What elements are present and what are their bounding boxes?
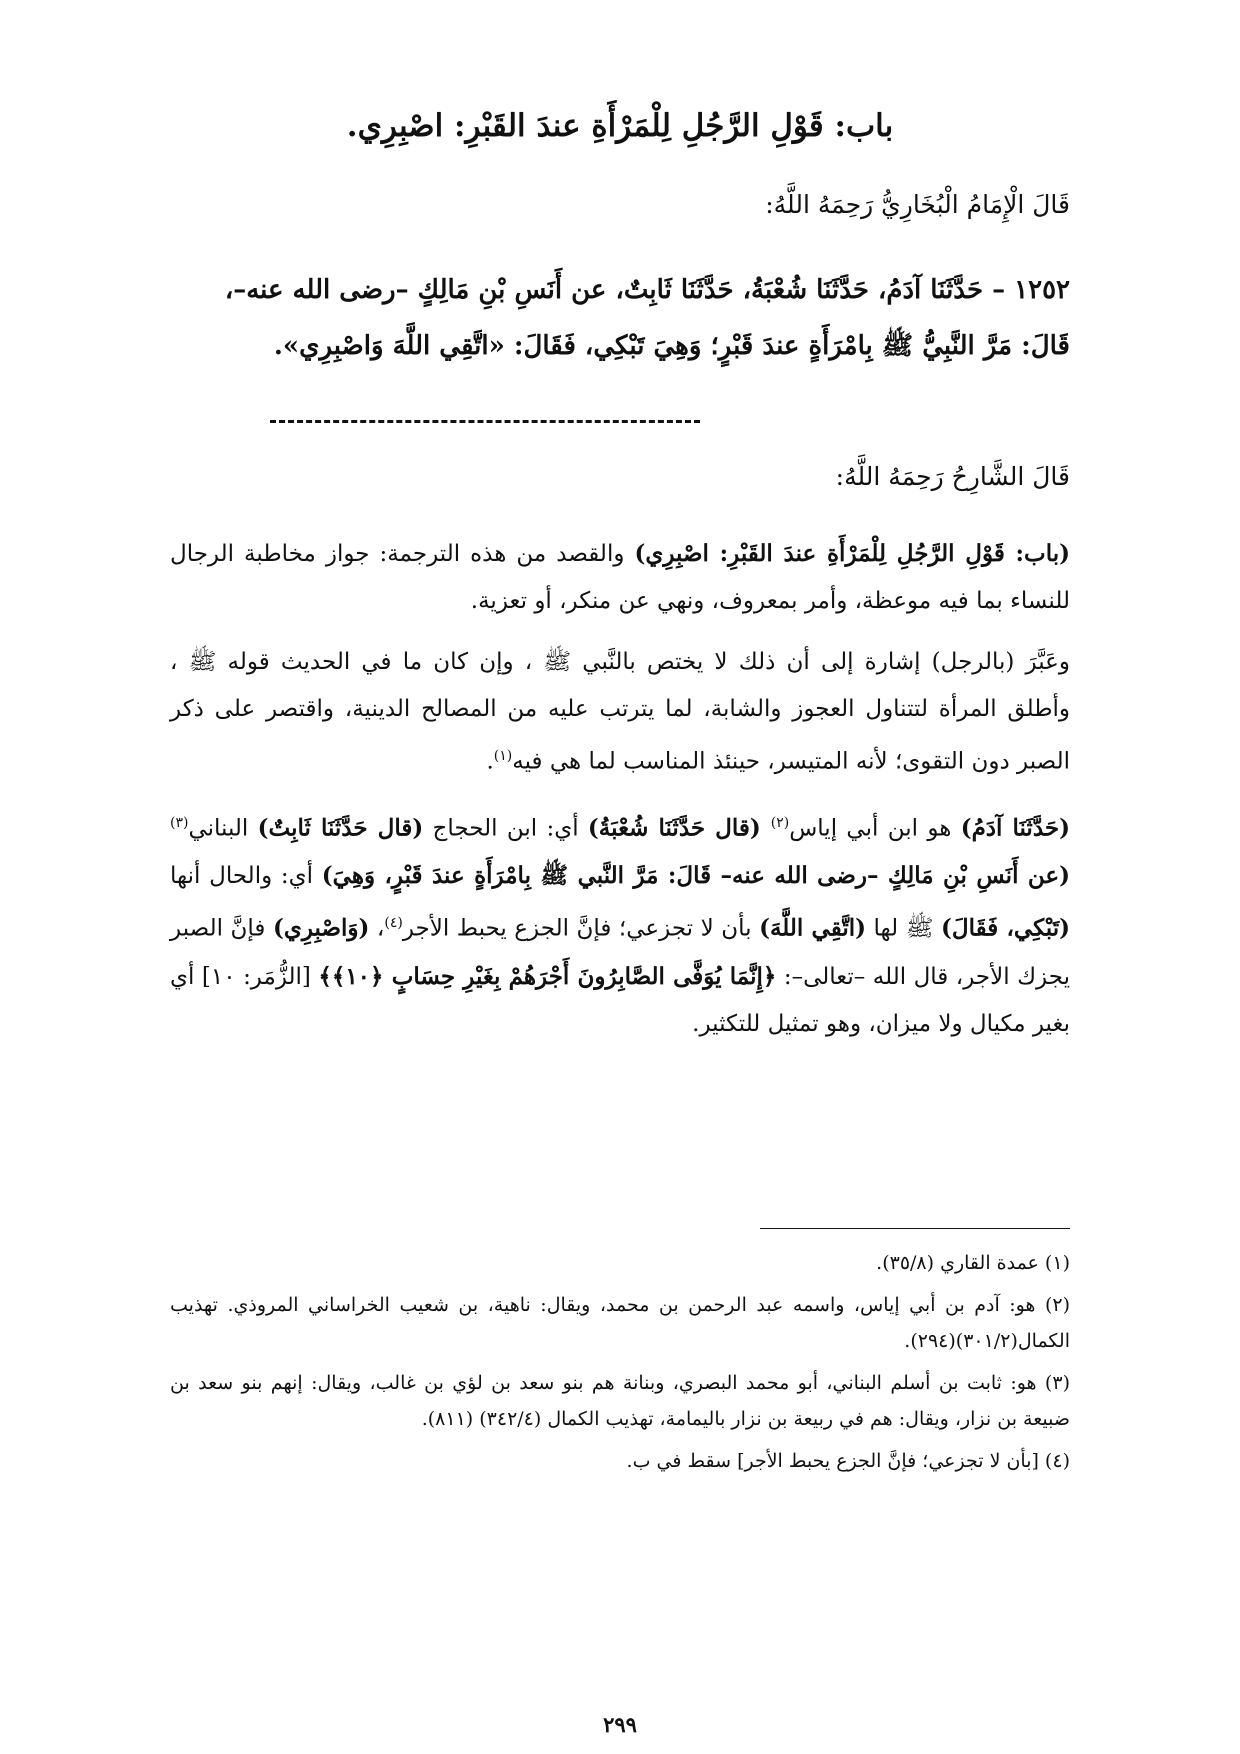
commentary: [170, 530, 1070, 1062]
matn-quote: (تَبْكِي، فَقَالَ): [941, 914, 1070, 942]
footnote-2: (٢) هو: آدم بن أبي إياس، واسمه عبد الرحمن بن محمد، ويقال: ناهية، بن شعيب الخراساني المروذي. تهذيب الكمال(٣٠١/٢)(٢٩٤).: [170, 1294, 1070, 1352]
page-number: ٢٩٩: [603, 1712, 637, 1737]
matn-quote: (عن أَنَسِ بْنِ مَالِكٍ –رضى الله عنه– قَالَ: مَرَّ النَّبي ﷺ بِامْرَأَةٍ عندَ قَبْرٍ، وَهِيَ): [321, 862, 1070, 890]
hadith-line-1: ١٢٥٢ – حَدَّثَنَا آدَمُ، حَدَّثَنَا شُعْبَةُ، حَدَّثَنَا ثَابِتٌ، عن أَنَسِ بْنِ مَالِكٍ –رضى الله عنه–،: [224, 275, 1070, 305]
hadith-text: [170, 262, 1070, 374]
footnote-ref-4[interactable]: (٤): [384, 915, 403, 932]
hadith-line-2: قَالَ: مَرَّ النَّبِيُّ ﷺ بِامْرَأَةٍ عندَ قَبْرٍ؛ وَهِيَ تَبْكِي، فَقَالَ: «اتَّقِي اللَّهَ وَاصْبِرِي».: [273, 331, 1070, 361]
footnote-3: (٣) هو: ثابت بن أسلم البناني، أبو محمد البصري، وبنانة هم بنو سعد بن لؤي بن غالب، ويقال: إنهم بنو سعد بن ضبيعة بن نزار، ويقال: هم في ربيعة بن نزار باليمامة، تهذيب الكمال (٣٤٢/٤) (٨١١).: [170, 1372, 1070, 1430]
commentary-paragraph-1: [170, 530, 1070, 625]
paragraph-text: وعَبَّرَ (بالرجل) إشارة إلى أن ذلك لا يختص بالنَّبي ﷺ ، وإن كان ما في الحديث قوله ﷺ ، وأطلق المرأة لتتناول العجوز والشابة، لما يترتب عليه من المصالح الدينية، واقتصر على ذكر الصبر دون التقوى؛ لأنه المتيسر، حينئذ المناسب لما هي فيه: [170, 649, 1070, 775]
chapter-quote: (باب: قَوْلِ الرَّجُلِ لِلْمَرْأَةِ عندَ القَبْرِ: اصْبِرِي): [634, 540, 1070, 567]
footnote-4: (٤) [بأن لا تجزعي؛ فإنَّ الجزع يحبط الأجر] سقط في ب.: [626, 1450, 1070, 1472]
footnote-1: (١) عمدة القاري (٣٥/٨).: [876, 1252, 1070, 1274]
footnote-divider: [760, 1228, 1070, 1229]
commentary-paragraph-3: (حَدَّثَنَا آدَمُ) هو ابن أبي إياس$^{(٢)}$ (قال حَدَّثَنَا شُعْبَةُ) أي: ابن الحجاج (قال حَدَّثَنَا ثَابِتٌ) البناني$^{(٣)}$ (عن أَنَسِ بْنِ مَالِكٍ –رضى الله عنه– قَالَ: مَرَّ النَّبي ﷺ بِامْرَأَةٍ عندَ قَبْرٍ، وَهِيَ) أي: والحال أنها (تَبْكِي، فَقَالَ) ﷺ لها (اتَّقِي اللَّهَ) بأن لا تجزعي؛ فإنَّ الجزع يحبط الأجر$^{(٤)}$، (وَاصْبِرِي) فإنَّ الصبر يجزك الأجر، قال الله –تعالى–: ﴿إِنَّمَا يُوَفَّى الصَّابِرُونَ أَجْرَهُمْ بِغَيْرِ حِسَابٍ ﴿١٠﴾﴾ [الزُّمَر: ١٠] أي بغير مكيال ولا ميزان، وهو تمثيل للتكثير.: [170, 814, 1070, 1037]
quran-verse: ﴿إِنَّمَا يُوَفَّى الصَّابِرُونَ أَجْرَهُمْ بِغَيْرِ حِسَابٍ ﴿١٠﴾﴾: [318, 962, 777, 990]
sharih-intro: قَالَ الشَّارِحُ رَحِمَهُ اللَّهُ:: [835, 462, 1070, 491]
chapter-title: باب: قَوْلِ الرَّجُلِ لِلْمَرْأَةِ عندَ القَبْرِ: اصْبِرِي.: [346, 108, 894, 144]
footnotes: [170, 1245, 1070, 1485]
footnote-ref-3[interactable]: (٣): [170, 814, 189, 831]
matn-quote: (اتَّقِي اللَّهَ): [759, 914, 867, 942]
bukhari-intro: قَالَ الْإِمَامُ الْبُخَارِيُّ رَحِمَهُ اللَّهُ:: [765, 190, 1070, 219]
dashed-separator: [270, 420, 700, 423]
footnote-ref-1[interactable]: (١): [493, 748, 513, 764]
matn-quote: (قال حَدَّثَنَا شُعْبَةُ): [587, 814, 771, 842]
matn-quote: (حَدَّثَنَا آدَمُ): [960, 814, 1070, 842]
commentary-paragraph-2: وعَبَّرَ (بالرجل) إشارة إلى أن ذلك لا يختص بالنَّبي ﷺ ، وإن كان ما في الحديث قوله ﷺ ، وأطلق المرأة لتتناول العجوز والشابة، لما يترتب عليه من المصالح الدينية، واقتصر على ذكر الصبر دون التقوى؛ لأنه المتيسر، حينئذ المناسب لما هي فيه$^{(١)}$.: [170, 649, 1070, 775]
matn-quote: (وَاصْبِرِي): [272, 914, 370, 942]
paragraph-text: والقصد من هذه الترجمة: جواز مخاطبة الرجال للنساء بما فيه موعظة، وأمر بمعروف، ونهي عن منكر، أو تعزية.: [170, 541, 1070, 614]
matn-quote: (قال حَدَّثَنَا ثَابِتٌ): [257, 814, 424, 842]
footnote-ref-2[interactable]: (٢): [770, 814, 790, 831]
